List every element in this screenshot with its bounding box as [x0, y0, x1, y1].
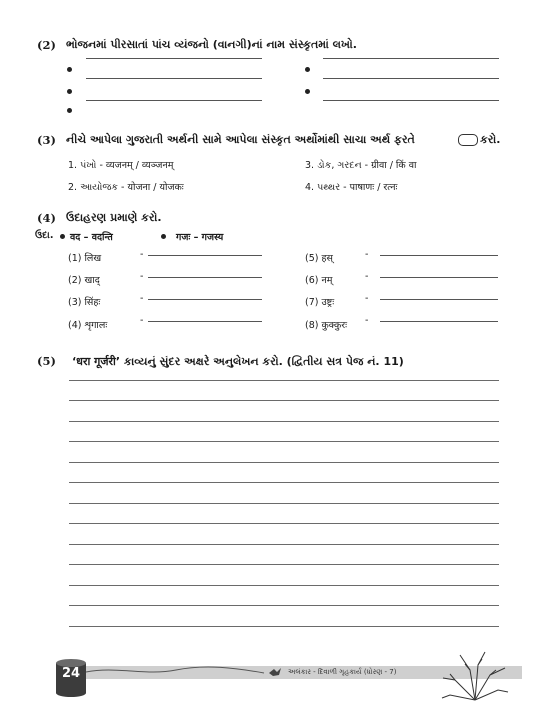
- writing-line[interactable]: [69, 482, 499, 483]
- match-item: 2. આયોજક - योजना / योजकः: [68, 182, 184, 193]
- fill-item: (8) कुक्कुरः: [305, 320, 348, 331]
- writing-line[interactable]: [69, 462, 499, 463]
- question-5-number: (5): [37, 354, 56, 368]
- writing-line[interactable]: [69, 605, 499, 606]
- example-1: वद – वदन्ति: [70, 232, 113, 243]
- example-label: ઉદા.: [35, 230, 54, 241]
- dash: -: [365, 293, 369, 304]
- star-burst-icon: [440, 650, 510, 703]
- dash: -: [140, 293, 144, 304]
- answer-line[interactable]: [380, 277, 498, 278]
- answer-line[interactable]: [86, 58, 262, 59]
- writing-line[interactable]: [69, 564, 499, 565]
- fill-item: (2) खाद्: [68, 275, 100, 286]
- answer-line[interactable]: [380, 299, 498, 300]
- answer-line[interactable]: [86, 78, 262, 79]
- circle-box-icon: [458, 134, 478, 146]
- answer-line[interactable]: [86, 100, 262, 101]
- dash: -: [140, 315, 144, 326]
- match-item: 3. ડોક, ગરદન - ग्रीवा / किं वा: [305, 160, 417, 171]
- answer-line[interactable]: [148, 299, 262, 300]
- match-item: 1. પંખો - व्यजनम् / व्यञ्जनम्: [68, 160, 174, 171]
- match-item: 4. પથ્થર - पाषाणः / रत्नः: [305, 182, 398, 193]
- dash: -: [365, 249, 369, 260]
- writing-line[interactable]: [69, 421, 499, 422]
- question-3-number: (3): [37, 133, 56, 147]
- dash: -: [365, 271, 369, 282]
- bullet-icon: [67, 108, 72, 113]
- question-2-text: ભોજનમાં પીરસાતાં પાંચ વ્યંજનો (વાનગી)નાં નામ સંસ્કૃતમાં લખો.: [66, 38, 357, 51]
- question-3-text: નીચે આપેલા ગુજરાતી અર્થની સામે આપેલા સંસ્કૃત અર્થોમાંથી સાચા અર્થ ફરતે: [66, 133, 415, 146]
- question-2-number: (2): [37, 38, 56, 52]
- question-4-text: ઉદાહરણ પ્રમાણે કરો.: [66, 211, 162, 224]
- dash: -: [140, 271, 144, 282]
- bullet-icon: [60, 234, 65, 239]
- answer-line[interactable]: [380, 321, 498, 322]
- dash: -: [140, 249, 144, 260]
- writing-line[interactable]: [69, 544, 499, 545]
- question-4-number: (4): [37, 211, 56, 225]
- answer-line[interactable]: [148, 255, 262, 256]
- writing-line[interactable]: [69, 441, 499, 442]
- answer-line[interactable]: [323, 100, 499, 101]
- answer-line[interactable]: [323, 58, 499, 59]
- bullet-icon: [305, 89, 310, 94]
- writing-line[interactable]: [69, 626, 499, 627]
- fill-item: (5) हस्: [305, 253, 333, 264]
- bullet-icon: [305, 67, 310, 72]
- fill-item: (7) उष्ट्रः: [305, 297, 335, 308]
- question-3-text-end: કરો.: [480, 133, 501, 146]
- bullet-icon: [67, 89, 72, 94]
- fill-item: (4) शृगालः: [68, 320, 108, 331]
- page-number: 24: [61, 666, 81, 681]
- bullet-icon: [67, 67, 72, 72]
- answer-line[interactable]: [380, 255, 498, 256]
- writing-line[interactable]: [69, 585, 499, 586]
- dash: -: [365, 315, 369, 326]
- writing-line[interactable]: [69, 400, 499, 401]
- answer-line[interactable]: [148, 321, 262, 322]
- fill-item: (6) नम्: [305, 275, 333, 286]
- fill-item: (3) सिंहः: [68, 297, 101, 308]
- bullet-icon: [161, 234, 166, 239]
- fill-item: (1) लिख: [68, 253, 102, 264]
- example-2: गजः – गजस्य: [176, 232, 224, 243]
- wire-decoration-icon: [86, 664, 266, 678]
- question-5-text: ‘धरा गूर्जरी’ કાવ્યનું સુંદર અક્ષરે અનુલેખન કરો. (દ્વિતીય સત્ર પેજ નં. 11): [72, 355, 404, 368]
- bird-icon: [268, 667, 282, 678]
- writing-line[interactable]: [69, 380, 499, 381]
- answer-line[interactable]: [148, 277, 262, 278]
- footer-text: અલંકાર - દિવાળી ગૃહકાર્ય (ધોરણ - 7): [288, 668, 397, 676]
- writing-line[interactable]: [69, 523, 499, 524]
- answer-line[interactable]: [323, 78, 499, 79]
- writing-line[interactable]: [69, 503, 499, 504]
